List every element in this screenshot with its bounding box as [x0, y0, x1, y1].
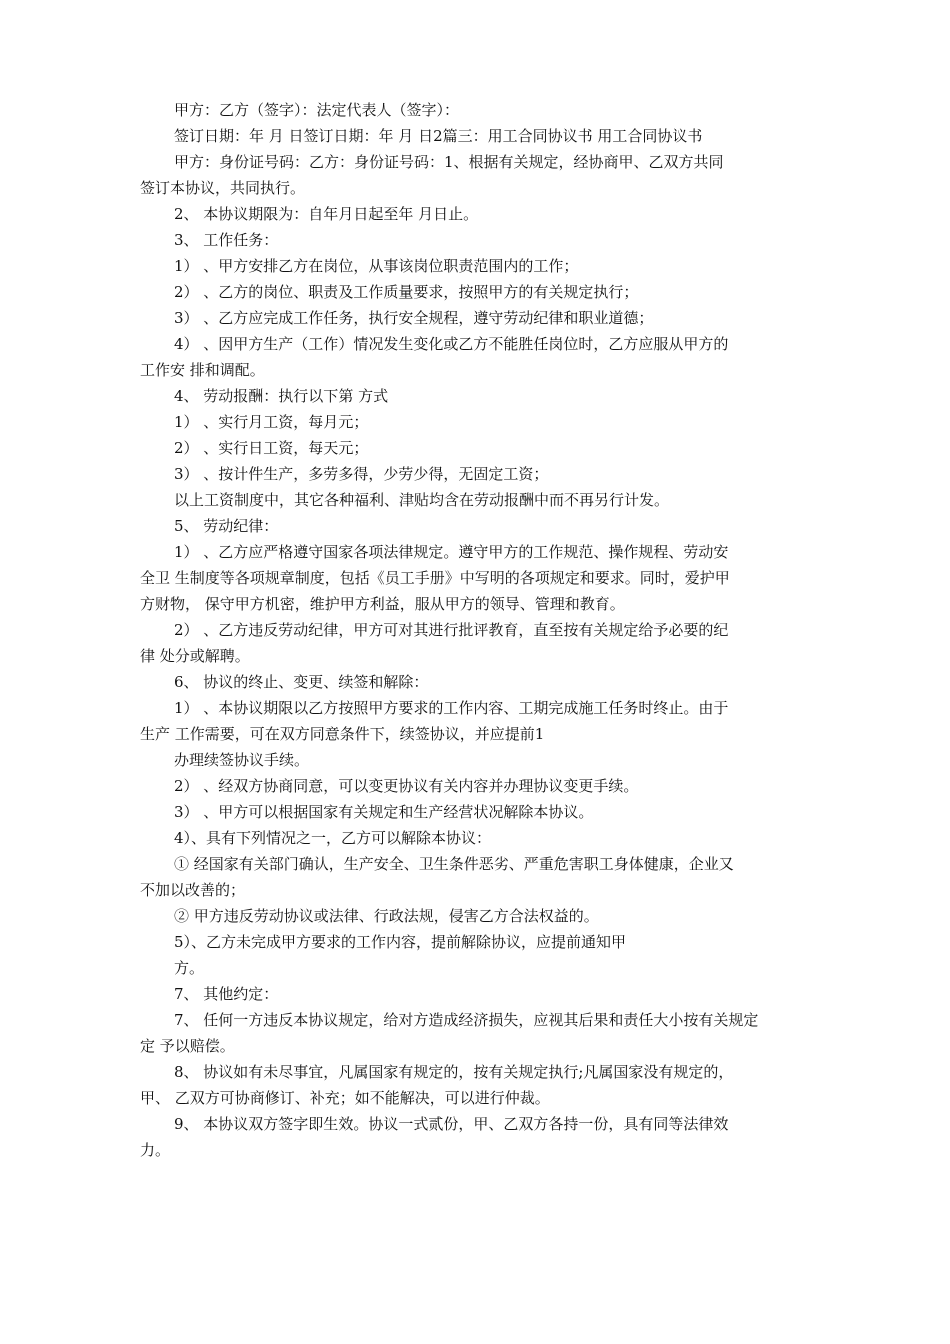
- text-line: 甲方：身份证号码：乙方：身份证号码：1、根据有关规定，经协商甲、乙双方共同: [174, 153, 724, 171]
- text-line: 以上工资制度中，其它各种福利、津贴均含在劳动报酬中而不再另行计发。: [174, 491, 670, 509]
- text-line: 生产 工作需要，可在双方同意条件下，续签协议，并应提前1: [140, 725, 545, 743]
- text-line: ① 经国家有关部门确认，生产安全、卫生条件恶劣、严重危害职工身体健康，企业又: [174, 855, 734, 873]
- text-line: 4）、具有下列情况之一，乙方可以解除本协议：: [174, 829, 492, 847]
- text-line: 签订日期：年 月 日签订日期：年 月 日2篇三：用工合同协议书 用工合同协议书: [174, 127, 703, 145]
- text-line: 全卫 生制度等各项规章制度，包括《员工手册》中写明的各项规定和要求。同时，爱护甲: [140, 569, 730, 587]
- text-line: 办理续签协议手续。: [174, 751, 310, 769]
- text-line: 1） 、本协议期限以乙方按照甲方要求的工作内容、工期完成施工任务时终止。由于: [174, 699, 729, 717]
- text-line: 签订本协议，共同执行。: [140, 179, 306, 197]
- text-line: 3） 、按计件生产，多劳多得，少劳少得，无固定工资；: [174, 465, 549, 483]
- text-line: 不加以改善的；: [140, 881, 246, 899]
- text-line: 1） 、乙方应严格遵守国家各项法律规定。遵守甲方的工作规范、操作规程、劳动安: [174, 543, 729, 561]
- text-line: 甲方：乙方（签字）：法定代表人（签字）：: [174, 101, 460, 119]
- text-line: 7、 任何一方违反本协议规定，给对方造成经济损失，应视其后果和责任大小按有关规定: [174, 1011, 759, 1029]
- text-line: ② 甲方违反劳动协议或法律、行政法规，侵害乙方合法权益的。: [174, 907, 599, 925]
- text-line: 1） 、甲方安排乙方在岗位，从事该岗位职责范围内的工作；: [174, 257, 579, 275]
- text-line: 力。: [140, 1141, 171, 1159]
- text-line: 5）、乙方未完成甲方要求的工作内容，提前解除协议，应提前通知甲: [174, 933, 627, 951]
- text-line: 4） 、因甲方生产（工作）情况发生变化或乙方不能胜任岗位时，乙方应服从甲方的: [174, 335, 729, 353]
- text-line: 方财物， 保守甲方机密，维护甲方利益，服从甲方的领导、管理和教育。: [140, 595, 625, 613]
- text-line: 2） 、乙方违反劳动纪律，甲方可对其进行批评教育，直至按有关规定给予必要的纪: [174, 621, 729, 639]
- text-line: 2） 、经双方协商同意，可以变更协议有关内容并办理协议变更手续。: [174, 777, 639, 795]
- text-line: 3） 、甲方可以根据国家有关规定和生产经营状况解除本协议。: [174, 803, 594, 821]
- text-line: 方。: [174, 959, 205, 977]
- text-line: 2） 、乙方的岗位、职责及工作质量要求，按照甲方的有关规定执行；: [174, 283, 639, 301]
- text-line: 2、 本协议期限为：自年月日起至年 月日止。: [174, 205, 479, 223]
- text-line: 3、 工作任务：: [174, 231, 279, 249]
- text-line: 工作安 排和调配。: [140, 361, 265, 379]
- text-line: 9、 本协议双方签字即生效。协议一式贰份，甲、乙双方各持一份，具有同等法律效: [174, 1115, 729, 1133]
- text-line: 8、 协议如有未尽事宜，凡属国家有规定的，按有关规定执行;凡属国家没有规定的，: [174, 1063, 734, 1081]
- text-line: 甲、 乙双方可协商修订、补充；如不能解决，可以进行仲裁。: [140, 1089, 550, 1107]
- text-line: 6、 协议的终止、变更、续签和解除：: [174, 673, 429, 691]
- text-line: 2） 、实行日工资，每天元；: [174, 439, 369, 457]
- text-line: 律 处分或解聘。: [140, 647, 250, 665]
- text-line: 4、 劳动报酬：执行以下第 方式: [174, 387, 389, 405]
- text-line: 3） 、乙方应完成工作任务，执行安全规程，遵守劳动纪律和职业道德；: [174, 309, 654, 327]
- text-line: 定 予以赔偿。: [140, 1037, 235, 1055]
- text-line: 1） 、实行月工资，每月元；: [174, 413, 369, 431]
- text-line: 5、 劳动纪律：: [174, 517, 279, 535]
- text-line: 7、 其他约定：: [174, 985, 279, 1003]
